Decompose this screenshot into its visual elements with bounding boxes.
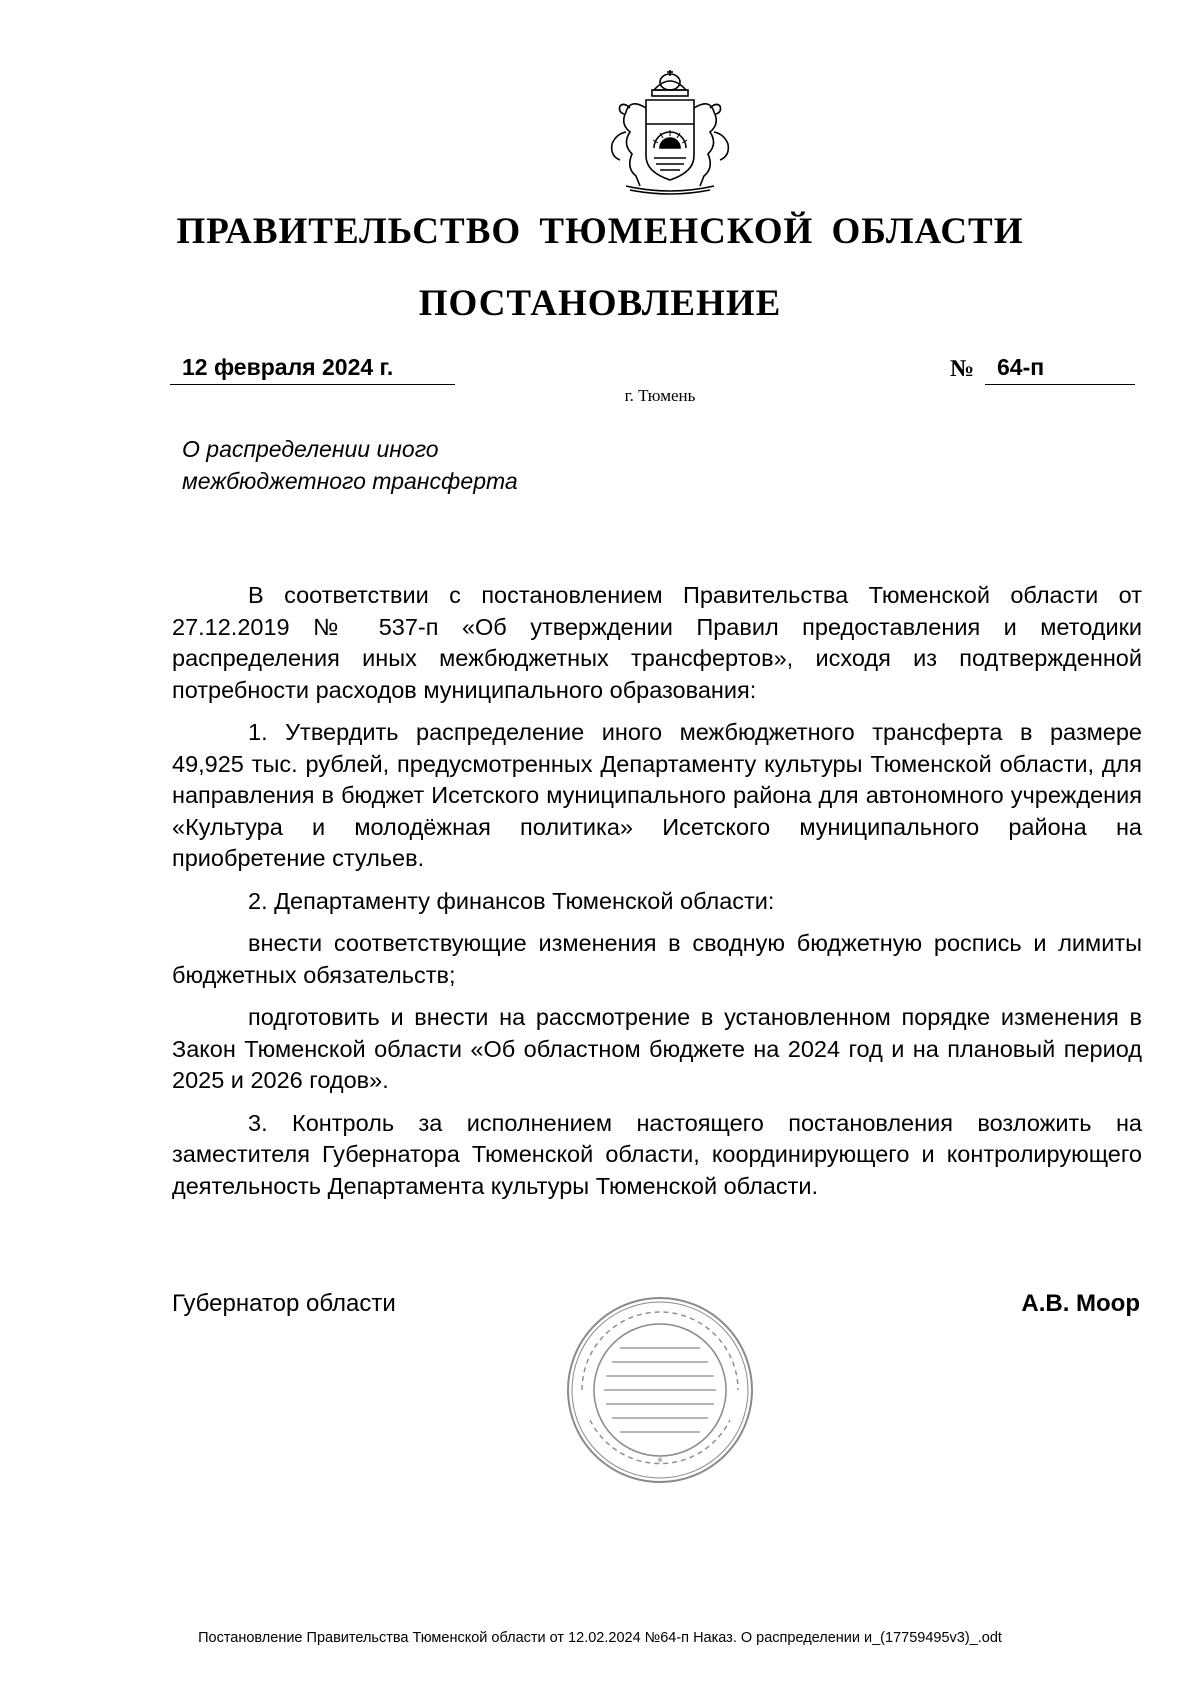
paragraph-item-2-sub-1: внести соответствующие изменения в сводную бюджетную роспись и лимиты бюджетных обязательств;	[172, 930, 1142, 988]
document-date: 12 февраля 2024 г.	[182, 354, 394, 380]
signatory-name: А.В. Моор	[1021, 1290, 1140, 1317]
paragraph-preamble: В соответствии с постановлением Правительства Тюменской области от 27.12.2019 № 537-п «Об утверждении Правил предоставления и методики распределения иных межбюджетных трансфертов», исходя из подтвержденной потребности расходов муниципального образования:	[172, 582, 1142, 703]
paragraph-item-2: 2. Департаменту финансов Тюменской области:	[248, 887, 775, 914]
government-title: ПРАВИТЕЛЬСТВО ТЮМЕНСКОЙ ОБЛАСТИ	[176, 211, 1024, 252]
official-stamp-icon	[560, 1290, 760, 1490]
date-field	[170, 354, 455, 385]
document-number: 64-п	[997, 354, 1045, 380]
document-type-title: ПОСТАНОВЛЕНИЕ	[418, 283, 782, 324]
paragraph-item-2-sub-2: подготовить и внести на рассмотрение в установленном порядке изменения в Закон Тюменской области «Об областном бюджете на 2024 год и на плановый период 2025 и 2026 годов».	[172, 1004, 1142, 1093]
document-subject	[182, 433, 518, 497]
paragraph-item-1: 1. Утвердить распределение иного межбюджетного трансферта в размере 49,925 тыс. рублей, предусмотренных Департаменту культуры Тюменской области, для направления в бюджет Исетского муниципального района для автономного учреждения «Культура и молодёжная политика» Исетского муниципального района на приобретение стульев.	[172, 719, 1142, 871]
document-place: г. Тюмень	[624, 386, 696, 405]
tyumen-coat-of-arms-icon	[590, 68, 750, 198]
signatory-position: Губернатор области	[172, 1290, 396, 1317]
document-footer: Постановление Правительства Тюменской области от 12.02.2024 №64-п Наказ. О распределении и_(17759495v3)_.odt	[198, 1630, 1002, 1646]
svg-text:*: *	[657, 1455, 663, 1469]
document-body	[172, 580, 1142, 1213]
number-sign: №	[950, 356, 975, 382]
subject-line-2: межбюджетного трансферта	[182, 468, 518, 494]
number-field	[985, 354, 1135, 385]
subject-line-1: О распределении иного	[182, 436, 439, 462]
paragraph-item-3: 3. Контроль за исполнением настоящего постановления возложить на заместителя Губернатора Тюменской области, координирующего и контролирующего деятельность Департамента культуры Тюменской области.	[172, 1109, 1142, 1199]
